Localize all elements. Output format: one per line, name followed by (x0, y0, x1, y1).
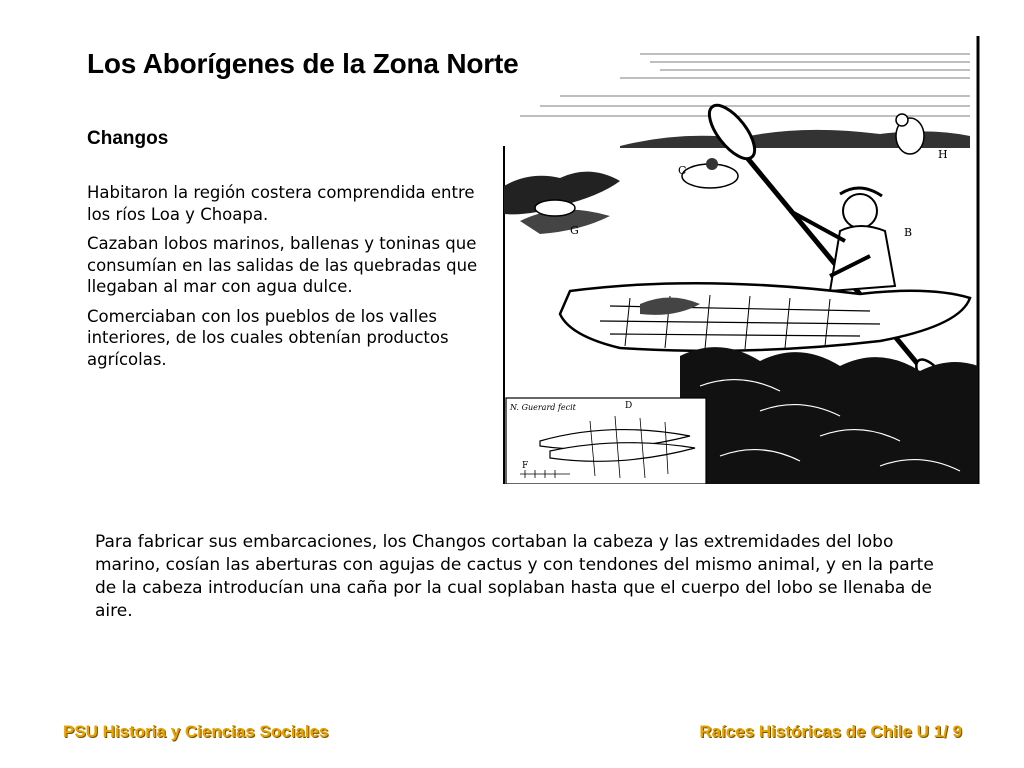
label-d: D (625, 401, 633, 411)
slide-subtitle: Changos (87, 128, 169, 149)
label-g: G (570, 224, 579, 237)
footer-unit-info: Raíces Históricas de Chile U 1/ 9 (699, 722, 962, 741)
paragraph-habitat: Habitaron la región costera comprendida entre los ríos Loa y Choapa. (87, 183, 475, 224)
chango-illustration (500, 36, 984, 484)
paragraph-hunting: Cazaban lobos marinos, ballenas y toninas que consumían en las salidas de las quebradas que llegaban al mar con agua dulce. (87, 234, 478, 296)
label-c: C (678, 164, 687, 177)
label-f: F (522, 461, 529, 471)
label-h: H (938, 148, 948, 161)
footer-course-title: PSU Historia y Ciencias Sociales (63, 722, 329, 741)
paragraph-list (87, 182, 487, 378)
slide-title: Los Aborígenes de la Zona Norte (87, 48, 519, 79)
label-signature: N. Guerard fecit (510, 403, 576, 412)
paragraph-trade: Comerciaban con los pueblos de los valles interiores, de los cuales obtenían productos agrícolas. (87, 306, 449, 369)
label-b: B (904, 226, 913, 239)
bottom-paragraph: Para fabricar sus embarcaciones, los Changos cortaban la cabeza y las extremidades del lobo marino, cosían las aberturas con agujas de cactus y con tendones del mismo animal, y en la parte de la cabeza introducían una caña por la cual soplaban hasta que el cuerpo del lobo se llenaba de aire. (95, 532, 934, 621)
